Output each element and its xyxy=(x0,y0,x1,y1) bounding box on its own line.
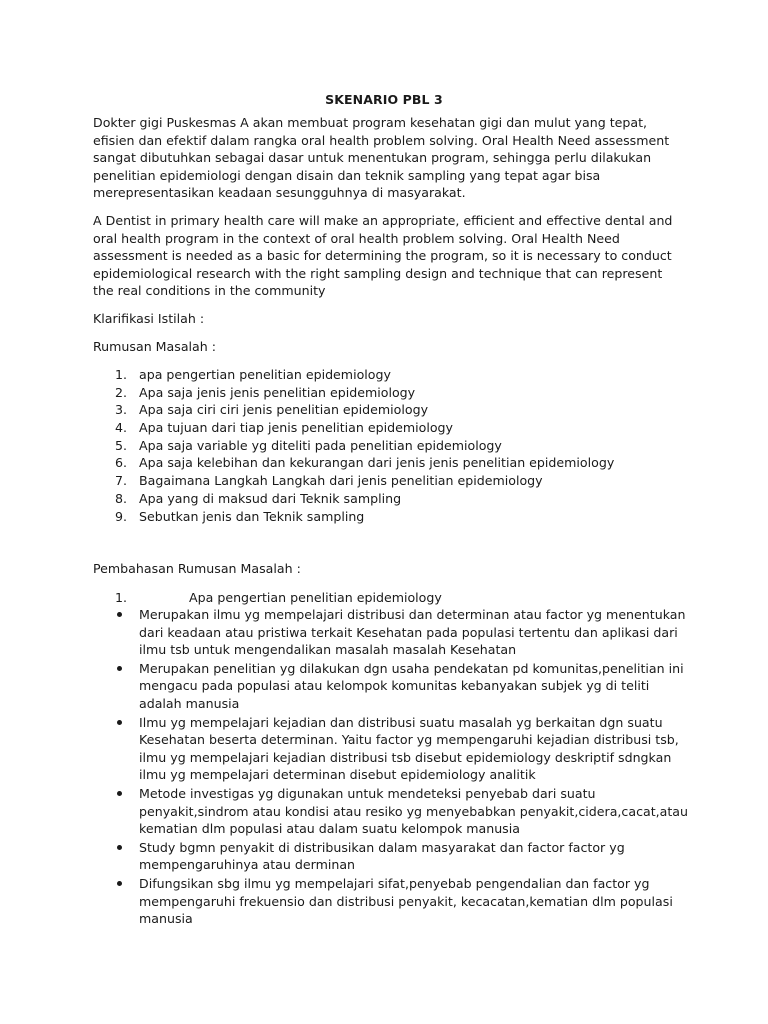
bullet-item xyxy=(93,660,693,713)
klarifikasi-heading: Klarifikasi Istilah : xyxy=(93,311,205,326)
rumusan-item xyxy=(93,472,693,490)
bullet-item xyxy=(93,875,693,928)
item-text: Bagaimana Langkah Langkah dari jenis penelitian epidemiology xyxy=(139,473,543,489)
document-title: SKENARIO PBL 3 xyxy=(325,92,443,107)
bullet-icon xyxy=(117,612,122,617)
item-number: 3. xyxy=(115,402,128,418)
bullet-item xyxy=(93,839,693,874)
bullet-text: Metode investigas yg digunakan untuk mendeteksi penyebab dari suatu penyakit,sindrom atau kondisi atau resiko yg menyebabkan penyakit,cidera,cacat,atau kematian dlm populasi atau dalam suatu kelompok manusia xyxy=(139,785,689,837)
pembahasan-heading: Pembahasan Rumusan Masalah : xyxy=(93,561,301,576)
bullet-item xyxy=(93,714,693,784)
item-text: apa pengertian penelitian epidemiology xyxy=(139,367,391,382)
intro-paragraph-english: A Dentist in primary health care will make an appropriate, efficient and effective dental and oral health program in the context of oral health problem solving. Oral Health Need assessment is needed as a basic for determining the program, so it is necessary to conduct epidemiological research with the right sampling design and technique that can represent the real conditions in the community xyxy=(93,213,673,299)
pembahasan-bullet-list xyxy=(93,606,693,929)
sub-text: Apa pengertian penelitian epidemiology xyxy=(189,590,442,605)
item-number: 8. xyxy=(115,490,128,506)
rumusan-item xyxy=(93,454,693,472)
rumusan-item xyxy=(93,401,693,419)
item-text: Apa saja ciri ciri jenis penelitian epidemiology xyxy=(139,402,429,418)
bullet-item xyxy=(93,606,693,659)
item-text: Sebutkan jenis dan Teknik sampling xyxy=(139,508,365,524)
item-number: 7. xyxy=(115,473,128,489)
rumusan-item xyxy=(93,508,693,526)
bullet-item xyxy=(93,785,693,838)
intro-paragraph-indonesian: Dokter gigi Puskesmas A akan membuat program kesehatan gigi dan mulut yang tepat, efisien dan efektif dalam rangka oral health problem solving. Oral Health Need assessment sangat dibutuhkan sebagai dasar untuk menentukan program, sehingga perlu dilakukan penelitian epidemiologi dengan disain dan teknik sampling yang tepat agar bisa merepresentasikan keadaan sesungguhnya di masyarakat. xyxy=(93,115,670,201)
item-number: 2. xyxy=(115,384,128,400)
bullet-text: Merupakan penelitian yg dilakukan dgn usaha pendekatan pd komunitas,penelitian ini mengacu pada populasi atau kelompok komunitas kebanyakan subjek yg di teliti adalah manusia xyxy=(139,660,684,711)
rumusan-item xyxy=(93,490,693,508)
bullet-icon xyxy=(117,791,122,796)
bullet-icon xyxy=(117,845,122,850)
item-text: Apa saja jenis jenis penelitian epidemiology xyxy=(139,384,416,400)
item-number: 6. xyxy=(115,455,128,471)
bullet-icon xyxy=(117,666,122,671)
rumusan-heading: Rumusan Masalah : xyxy=(93,339,216,354)
item-text: Apa yang di maksud dari Teknik sampling xyxy=(139,490,402,506)
item-number: 1. xyxy=(115,367,128,382)
item-number: 5. xyxy=(115,437,128,453)
bullet-text: Difungsikan sbg ilmu yg mempelajari sifat,penyebab pengendalian dan factor yg mempengaruhi frekuensio dan distribusi penyakit, kecacatan,kematian dlm populasi manusia xyxy=(139,875,673,927)
bullet-text: Merupakan ilmu yg mempelajari distribusi dan determinan atau factor yg menentukan dari keadaan atau pristiwa terkait Kesehatan pada populasi tertentu dan aplikasi dari ilmu tsb untuk mengendalikan masalah masalah Kesehatan xyxy=(139,607,686,658)
rumusan-list xyxy=(93,366,693,525)
rumusan-item xyxy=(93,384,693,402)
item-text: Apa tujuan dari tiap jenis penelitian epidemiology xyxy=(139,420,453,436)
bullet-icon xyxy=(117,881,122,886)
rumusan-item xyxy=(93,366,693,384)
item-number: 9. xyxy=(115,508,128,524)
rumusan-item xyxy=(93,437,693,455)
item-text: Apa saja kelebihan dan kekurangan dari jenis jenis penelitian epidemiology xyxy=(139,455,615,471)
sub-number: 1. xyxy=(115,590,128,605)
bullet-text: Study bgmn penyakit di distribusikan dalam masyarakat dan factor factor yg mempengaruhinya atau derminan xyxy=(139,839,625,873)
item-text: Apa saja variable yg diteliti pada penelitian epidemiology xyxy=(139,437,502,453)
bullet-icon xyxy=(117,720,122,725)
bullet-text: Ilmu yg mempelajari kejadian dan distribusi suatu masalah yg berkaitan dgn suatu Kesehatan beserta determinan. Yaitu factor yg mempengaruhi kejadian distribusi tsb, ilmu yg mempelajari kejadian distribusi tsb disebut epidemiology deskriptif sdngkan ilmu yg mempelajari determinan disebut epidemiology analitik xyxy=(139,714,679,783)
item-number: 4. xyxy=(115,420,128,436)
rumusan-item xyxy=(93,419,693,437)
